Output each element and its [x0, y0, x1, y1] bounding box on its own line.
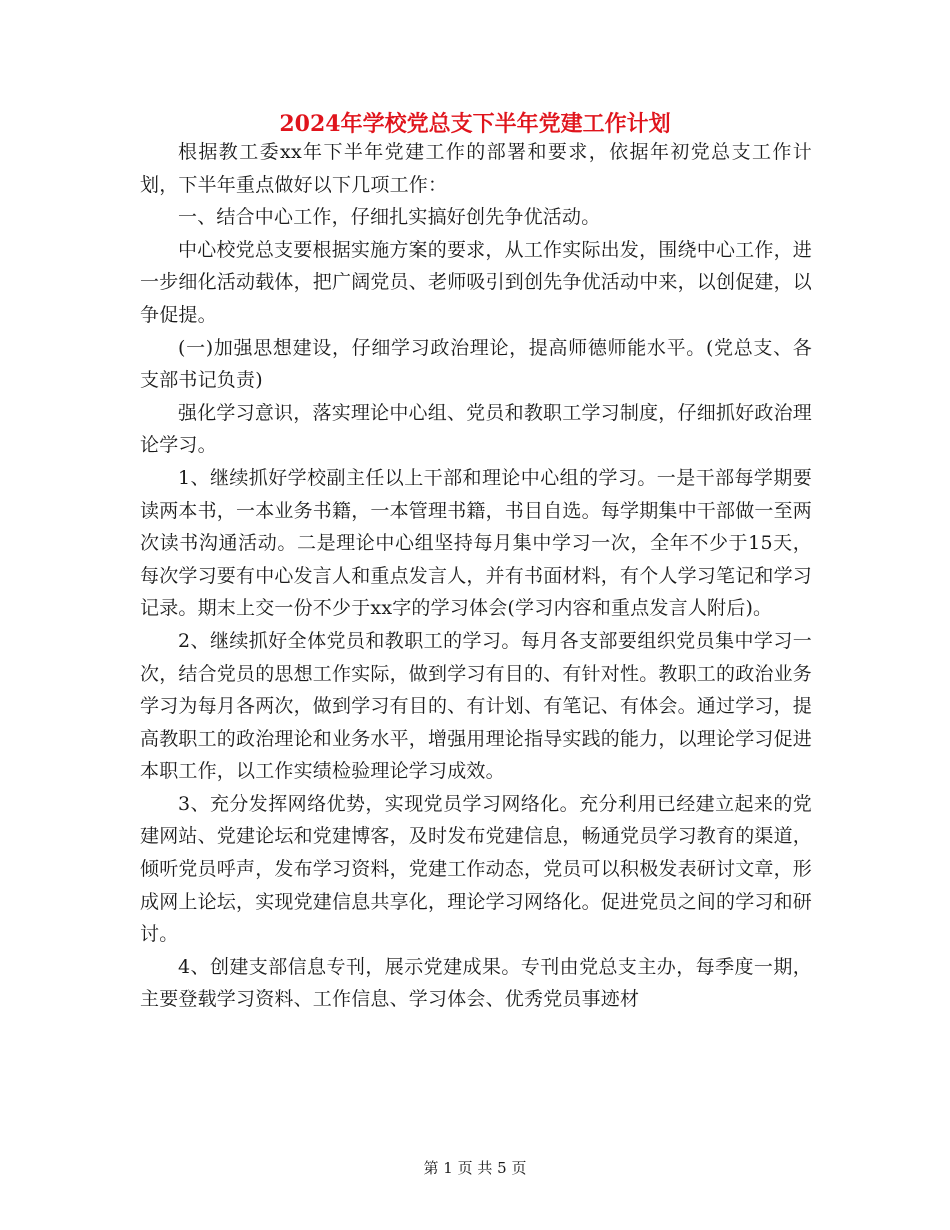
- paragraph-item-4: 4、创建支部信息专刊，展示党建成果。专刊由党总支主办，每季度一期，主要登载学习资料、工作信息、学习体会、优秀党员事迹材: [140, 955, 812, 1011]
- paragraph-subsection-1-body: 强化学习意识，落实理论中心组、党员和教职工学习制度，仔细抓好政治理论学习。: [140, 401, 812, 457]
- paragraph-section-1-body: 中心校党总支要根据实施方案的要求，从工作实际出发，围绕中心工作，进一步细化活动载体，把广阔党员、老师吸引到创先争优活动中来，以创促建，以争促提。: [140, 238, 813, 326]
- page-number-footer: 第 1 页 共 5 页: [423, 1159, 527, 1177]
- document-title: 2024年学校党总支下半年党建工作计划: [279, 111, 671, 137]
- paragraph-item-3: 3、充分发挥网络优势，实现党员学习网络化。充分利用已经建立起来的党建网站、党建论坛和党建博客，及时发布党建信息，畅通党员学习教育的渠道，倾听党员呼声，发布学习资料，党建工作动态，党员可以积极发表研讨文章，形成网上论坛，实现党建信息共享化，理论学习网络化。促进党员之间的学习和研讨。: [140, 792, 813, 946]
- paragraph-item-1: 1、继续抓好学校副主任以上干部和理论中心组的学习。一是干部每学期要读两本书，一本业务书籍，一本管理书籍，书目自选。每学期集中干部做一至两次读书沟通活动。二是理论中心组坚持每月集中学习一次，全年不少于15天，每次学习要有中心发言人和重点发言人，并有书面材料，有个人学习笔记和学习记录。期末上交一份不少于xx字的学习体会(学习内容和重点发言人附后)。: [140, 466, 813, 620]
- paragraph-item-2: 2、继续抓好全体党员和教职工的学习。每月各支部要组织党员集中学习一次，结合党员的思想工作实际，做到学习有目的、有针对性。教职工的政治业务学习为每月各两次，做到学习有目的、有计划、有笔记、有体会。通过学习，提高教职工的政治理论和业务水平，增强用理论指导实践的能力，以理论学习促进本职工作，以工作实绩检验理论学习成效。: [140, 629, 813, 783]
- paragraph-subsection-1-heading: (一)加强思想建设，仔细学习政治理论，提高师德师能水平。(党总支、各支部书记负责): [140, 336, 812, 392]
- paragraph-intro: 根据教工委xx年下半年党建工作的部署和要求，依据年初党总支工作计划，下半年重点做好以下几项工作：: [140, 141, 812, 196]
- document-body: [140, 136, 812, 1016]
- paragraph-section-1-heading: 一、结合中心工作，仔细扎实搞好创先争优活动。: [178, 206, 601, 229]
